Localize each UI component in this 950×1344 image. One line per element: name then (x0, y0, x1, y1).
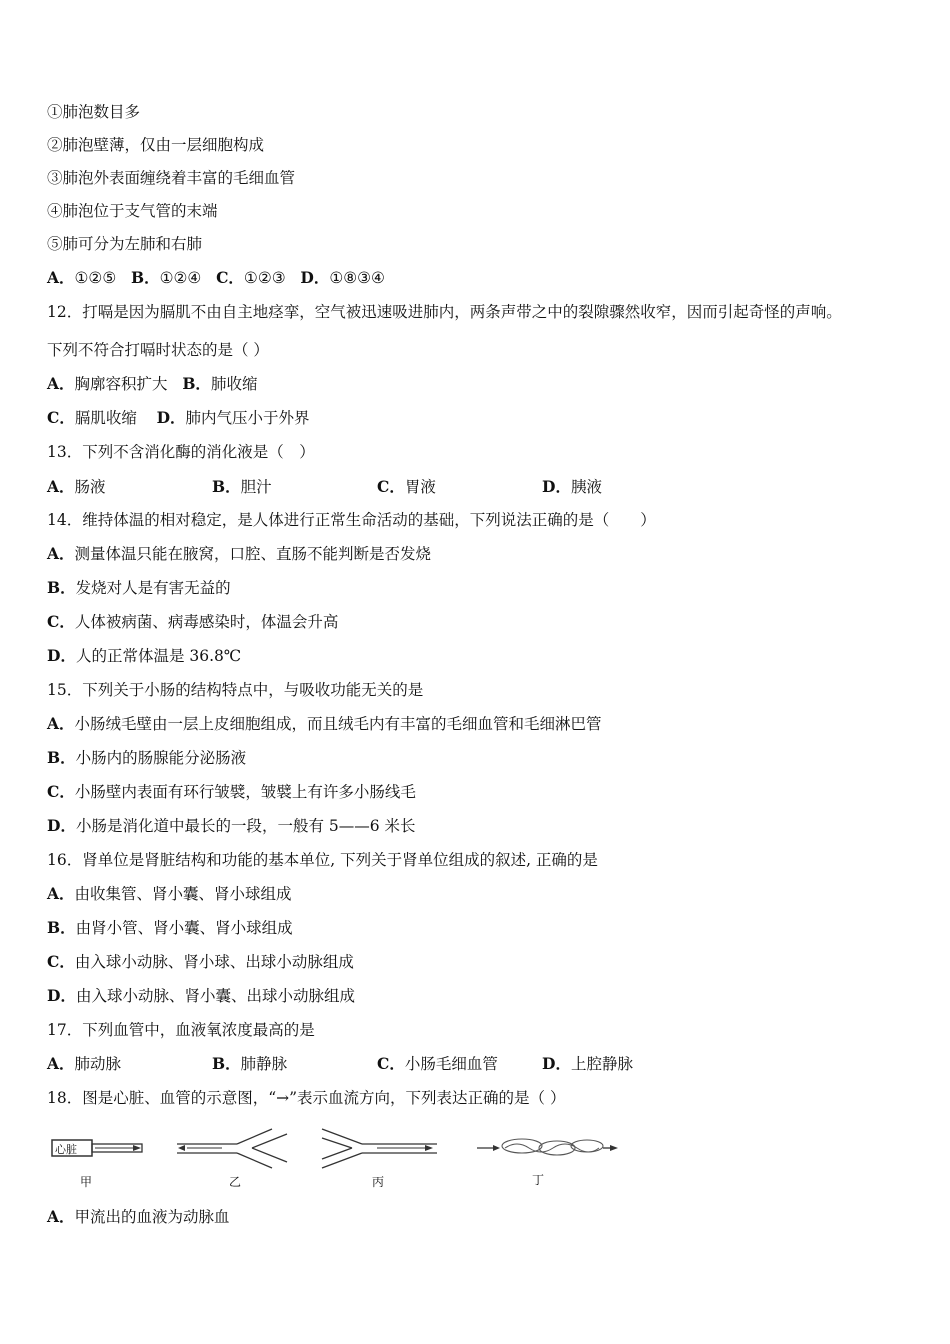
q13-stem: 13．下列不含消化酶的消化液是（ ） (47, 443, 315, 461)
diagram-yi (177, 1129, 287, 1189)
q16-stem: 16．肾单位是肾脏结构和功能的基本单位, 下列关于肾单位组成的叙述, 正确的是 (47, 851, 598, 869)
q14-stem: 14．维持体温的相对稳定，是人体进行正常生命活动的基础，下列说法正确的是（ ） (47, 511, 656, 529)
q17-option-b: B．肺静脉 (212, 1054, 288, 1073)
q11-option-b: B．①②④ (131, 268, 202, 287)
yi-inner-top (252, 1134, 287, 1148)
label-ding: 丁 (532, 1173, 545, 1187)
q14-option-b: B．发烧对人是有害无益的 (47, 578, 231, 597)
q12-stem-line1: 12．打嗝是因为膈肌不由自主地痉挛，空气被迅速吸进肺内，两条声带之中的裂隙骤然收窄，因而引起奇怪的声响。 (47, 303, 842, 321)
q17-option-d: D．上腔静脉 (542, 1054, 633, 1073)
q12-option-d: D．肺内气压小于外界 (156, 408, 310, 427)
ding-in-arrow (493, 1145, 500, 1151)
q15-stem: 15．下列关于小肠的结构特点中，与吸收功能无关的是 (47, 681, 424, 699)
q11-option-a: A．①②⑤ (47, 268, 117, 287)
q15-option-c: C．小肠壁内表面有环行皱襞，皱襞上有许多小肠线毛 (47, 782, 416, 801)
ding-capillary-loop-2 (539, 1141, 575, 1155)
q17-stem: 17．下列血管中，血液氧浓度最高的是 (47, 1021, 315, 1039)
label-bing: 丙 (372, 1175, 385, 1189)
yi-arrow-head (178, 1145, 185, 1151)
statement-1: ①肺泡数目多 (47, 103, 141, 121)
q14-option-d: D．人的正常体温是 36.8℃ (47, 646, 242, 665)
q13-option-b: B．胆汁 (212, 477, 272, 496)
bing-branch-bottom (322, 1153, 362, 1168)
ding-capillary-loop-3 (571, 1140, 603, 1152)
jia-arrow-head (133, 1145, 141, 1151)
q18-stem: 18．图是心脏、血管的示意图，“→”表示血流方向，下列表达正确的是（ ） (47, 1089, 566, 1107)
q12-options-row1 (47, 374, 257, 394)
q16-option-b: B．由肾小管、肾小囊、肾小球组成 (47, 918, 293, 937)
bing-branch-top (322, 1129, 362, 1144)
q16-option-a: A．由收集管、肾小囊、肾小球组成 (47, 884, 292, 903)
q11-options (47, 268, 385, 288)
heart-vessel-diagram (47, 1124, 647, 1194)
q13-option-c: C．胃液 (377, 477, 436, 496)
q14-option-a: A．测量体温只能在腋窝，口腔、直肠不能判断是否发烧 (47, 544, 432, 563)
yi-branch-bottom (237, 1153, 272, 1168)
label-jia: 甲 (80, 1175, 93, 1189)
q12-stem-line2: 下列不符合打嗝时状态的是（ ） (47, 341, 269, 359)
bing-arrow-head (425, 1145, 433, 1151)
bing-inner-top (322, 1138, 352, 1148)
q11-option-c: C．①②③ (216, 268, 286, 287)
diagram-jia (52, 1140, 142, 1189)
yi-inner-bottom (252, 1148, 287, 1162)
statement-3: ③肺泡外表面缠绕着丰富的毛细血管 (47, 169, 296, 187)
ding-out-arrow (610, 1145, 618, 1151)
statement-4: ④肺泡位于支气管的末端 (47, 202, 218, 220)
q18-option-a: A．甲流出的血液为动脉血 (47, 1207, 230, 1226)
q15-option-a: A．小肠绒毛壁由一层上皮细胞组成，而且绒毛内有丰富的毛细血管和毛细淋巴管 (47, 714, 602, 733)
q13-option-d: D．胰液 (542, 477, 602, 496)
ding-capillary-path (505, 1144, 599, 1152)
q15-option-b: B．小肠内的肠腺能分泌肠液 (47, 748, 247, 767)
q13-option-a: A．肠液 (47, 477, 106, 496)
label-yi: 乙 (229, 1175, 242, 1189)
q17-option-c: C．小肠毛细血管 (377, 1054, 498, 1073)
q14-option-c: C．人体被病菌、病毒感染时，体温会升高 (47, 612, 339, 631)
q16-option-c: C．由入球小动脉、肾小球、出球小动脉组成 (47, 952, 354, 971)
bing-inner-bottom (322, 1148, 352, 1159)
statement-2: ②肺泡壁薄，仅由一层细胞构成 (47, 136, 265, 154)
q12-option-a: A．胸廓容积扩大 (47, 374, 168, 393)
diagram-bing (322, 1129, 437, 1189)
q12-option-c: C．膈肌收缩 (47, 408, 137, 427)
q11-option-d: D．①⑧③④ (300, 268, 385, 287)
q12-options-row2 (47, 408, 310, 428)
statement-5: ⑤肺可分为左肺和右肺 (47, 235, 203, 253)
heart-label: 心脏 (55, 1143, 77, 1156)
q12-option-b: B．肺收缩 (182, 374, 258, 393)
q16-option-d: D．由入球小动脉、肾小囊、出球小动脉组成 (47, 986, 355, 1005)
q15-option-d: D．小肠是消化道中最长的一段，一般有 5——6 米长 (47, 816, 416, 835)
diagram-ding (477, 1139, 618, 1187)
q17-option-a: A．肺动脉 (47, 1054, 122, 1073)
